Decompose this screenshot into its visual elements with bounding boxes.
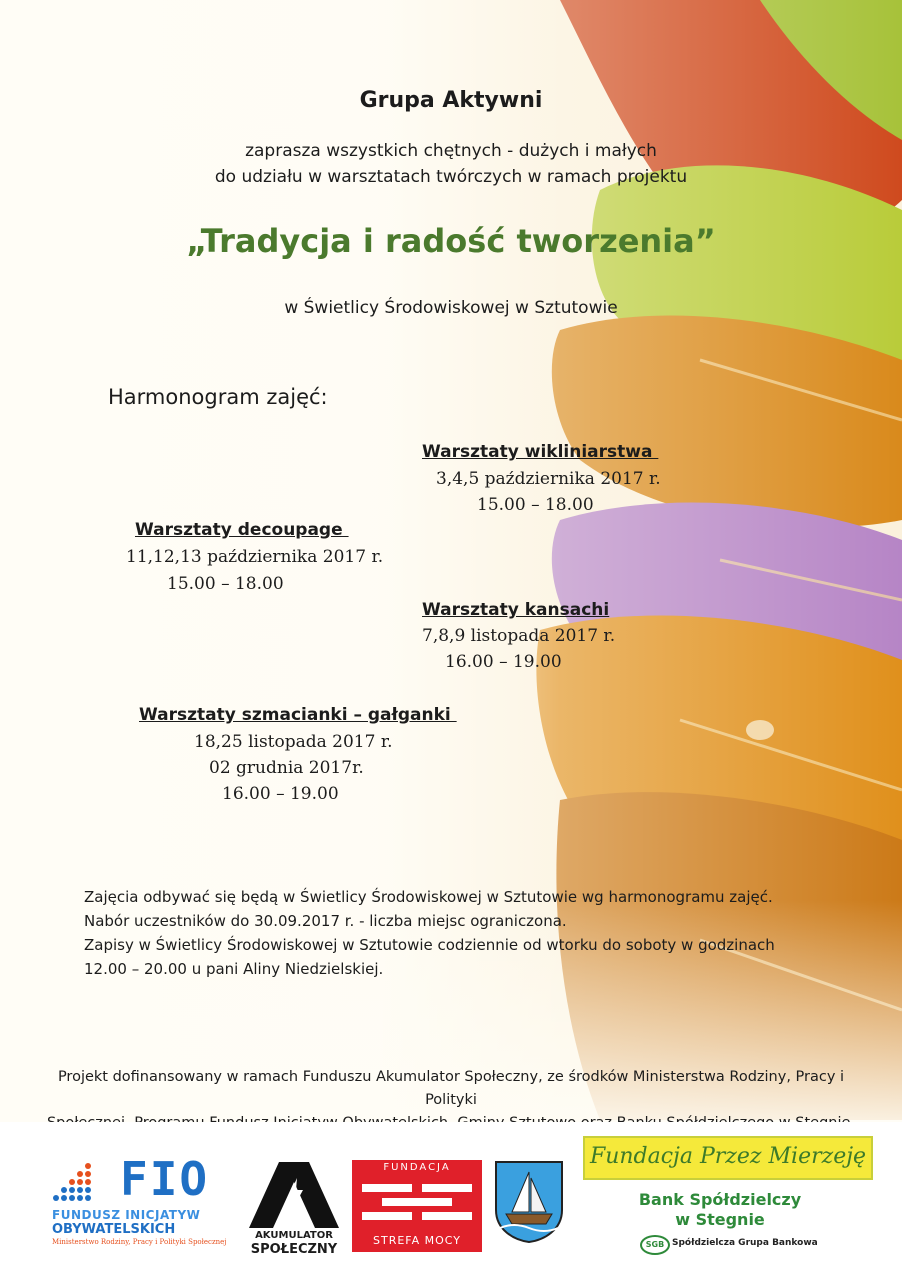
workshop-title-kansachi: Warsztaty kansachi	[422, 600, 610, 620]
workshop-date: 18,25 listopada 2017 r.	[194, 732, 393, 752]
workshop-date: 7,8,9 listopada 2017 r.	[422, 626, 616, 646]
strefa-bottom: STREFA MOCY	[373, 1234, 461, 1247]
workshop-title-decoupage: Warsztaty decoupage	[135, 520, 349, 540]
sgb-text: Spółdzielcza Grupa Bankowa	[672, 1238, 818, 1248]
venue-line: w Świetlicy Środowiskowej w Sztutowie	[284, 298, 618, 318]
workshop-date-2: 02 grudnia 2017r.	[209, 758, 364, 778]
bank-line-2: w Stegnie	[675, 1210, 765, 1229]
workshop-date: 3,4,5 października 2017 r.	[436, 469, 661, 489]
workshop-date: 11,12,13 października 2017 r.	[126, 547, 384, 567]
organizer-title: Grupa Aktywni	[359, 88, 543, 113]
akumulator-line-1: AKUMULATOR	[255, 1230, 333, 1241]
sponsor-logos-bar	[0, 1122, 902, 1277]
akumulator-a-icon	[249, 1162, 339, 1228]
schedule-heading: Harmonogram zajęć:	[108, 385, 328, 409]
workshop-title-szmacianki: Warsztaty szmacianki – gałganki	[139, 705, 457, 725]
workshop-title-wikliniarstwa: Warsztaty wikliniarstwa	[422, 442, 659, 462]
info-paragraph	[84, 885, 844, 981]
info-line: Nabór uczestników do 30.09.2017 r. - liczba miejsc ograniczona.	[84, 912, 567, 930]
fio-line-1: FUNDUSZ INICJATYW	[52, 1208, 201, 1222]
project-name: „Tradycja i radość tworzenia”	[186, 222, 716, 260]
intro-line-2: do udziału w warsztatach twórczych w ramach projektu	[214, 167, 688, 187]
intro-line-1: zaprasza wszystkich chętnych - dużych i małych	[245, 141, 657, 161]
sgb-badge: SGB	[640, 1235, 670, 1255]
workshop-time: 15.00 – 18.00	[167, 574, 284, 594]
hands-icon	[362, 1178, 472, 1226]
strefa-mocy-logo	[352, 1160, 482, 1252]
fio-logo	[48, 1152, 228, 1266]
fundacja-text: Fundacja Przez Mierzeję	[589, 1144, 867, 1169]
fio-mark: FIO	[120, 1152, 210, 1206]
info-line: Zapisy w Świetlicy Środowiskowej w Sztutowie codziennie od wtorku do soboty w godzinach	[84, 936, 775, 954]
info-line: Zajęcia odbywać się będą w Świetlicy Środowiskowej w Sztutowie wg harmonogramu zajęć.	[84, 888, 773, 906]
fio-line-3: Ministerstwo Rodziny, Pracy i Polityki Społecznej	[52, 1238, 227, 1246]
coat-of-arms-icon	[494, 1160, 564, 1244]
funding-line: Projekt dofinansowany w ramach Funduszu Akumulator Społeczny, ze środków Ministerstwa Rodziny, Pracy i Polityki	[57, 1069, 845, 1108]
strefa-top: FUNDACJA	[383, 1162, 451, 1173]
bank-line-1: Bank Spółdzielczy	[638, 1190, 802, 1209]
workshop-time: 16.00 – 19.00	[222, 784, 339, 804]
bank-logo	[620, 1190, 820, 1276]
workshop-time: 15.00 – 18.00	[477, 495, 594, 515]
akumulator-line-2: SPOŁECZNY	[250, 1242, 338, 1257]
akumulator-logo	[244, 1162, 344, 1257]
fio-line-2: OBYWATELSKICH	[52, 1222, 176, 1237]
fundacja-przez-mierzeje-logo	[583, 1136, 873, 1180]
fio-dots-icon	[48, 1160, 118, 1204]
info-line: 12.00 – 20.00 u pani Aliny Niedzielskiej.	[84, 960, 384, 978]
workshop-time: 16.00 – 19.00	[445, 652, 562, 672]
